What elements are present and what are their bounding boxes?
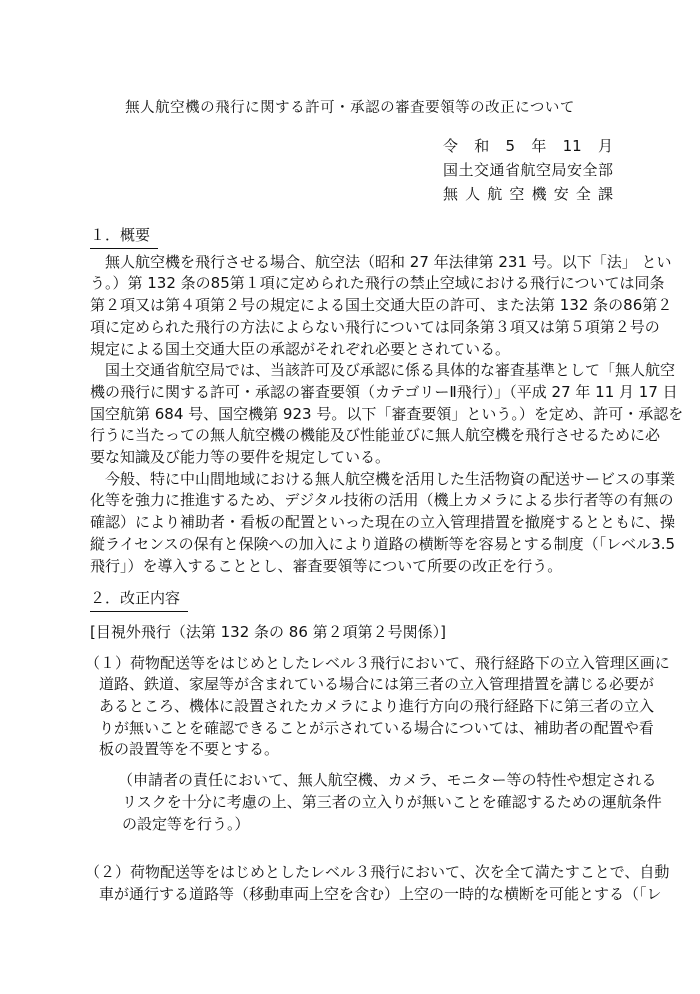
text-line: （１）荷物配送等をはじめとしたレベル３飛行において、飛行経路下の立入管理区画に bbox=[85, 653, 670, 672]
text-line: 国空航第 684 号、国空機第 923 号。以下「審査要領」という。）を定め、許可・承認を bbox=[90, 404, 684, 423]
document-header-right bbox=[443, 134, 613, 206]
text-line: りが無いことを確認できることが示されている場合については、補助者の配置や看 bbox=[99, 718, 654, 737]
section1-heading: １．概要 bbox=[90, 225, 614, 249]
text-line: 化等を強力に推進するため、デジタル技術の活用（機上カメラによる歩行者等の有無の bbox=[90, 491, 674, 510]
text-line: 車が通行する道路等（移動車両上空を含む）上空の一時的な横断を可能とする（「レ bbox=[99, 884, 662, 903]
text-line: 縦ライセンスの保有と保険への加入により道路の横断等を容易とする制度（「レベル3.5 bbox=[90, 534, 676, 553]
document-body bbox=[85, 225, 684, 906]
section1-paragraph3 bbox=[90, 469, 676, 578]
text-line: の設定等を行う。） bbox=[122, 814, 250, 833]
text-line: （２）荷物配送等をはじめとしたレベル３飛行において、次を全て満たすことで、自動 bbox=[85, 863, 670, 882]
section1-paragraph2 bbox=[90, 360, 684, 469]
section2-scope-note: [目視外飛行（法第 132 条の 86 第２項第２号関係）] bbox=[90, 622, 446, 641]
section2-item1 bbox=[85, 653, 670, 762]
text-line: 第２項又は第４項第２号の規定による国土交通大臣の許可、また法第 132 条の86第２ bbox=[90, 296, 673, 315]
text-line: （申請者の責任において、無人航空機、カメラ、モニター等の特性や想定される bbox=[118, 771, 657, 790]
section2-heading: ２．改正内容 bbox=[90, 588, 614, 612]
text-line: 飛行」）を導入することとし、審査要領等について所要の改正を行う。 bbox=[90, 556, 563, 575]
text-line: 項に定められた飛行の方法によらない飛行については同条第３項又は第５項第２号の bbox=[90, 317, 660, 336]
text-line: リスクを十分に考慮の上、第三者の立入りが無いことを確認するための運航条件 bbox=[122, 792, 662, 811]
text-line: う。）第 132 条の85第１項に定められた飛行の禁止空域における飛行については同条 bbox=[90, 274, 665, 293]
date-line: 令和5年11月 bbox=[443, 137, 613, 155]
text-line: 板の設置等を不要とする。 bbox=[99, 740, 280, 759]
text-line: あるところ、機体に設置されたカメラにより進行方向の飛行経路下に第三者の立入 bbox=[99, 697, 655, 716]
section2-item1-note bbox=[90, 770, 662, 835]
text-line: 確認）により補助者・看板の配置といった現在の立入管理措置を撤廃するとともに、操 bbox=[90, 513, 676, 532]
text-line: 行うに当たっての無人航空機の機能及び性能並びに無人航空機を飛行させるために必 bbox=[90, 426, 661, 445]
org-line-bureau: 国土交通省航空局安全部 bbox=[443, 161, 613, 179]
text-line: 機の飛行に関する許可・承認の審査要領（カテゴリーⅡ飛行）」（平成 27 年 11 月 17 日 bbox=[90, 382, 678, 401]
section2-item2 bbox=[85, 862, 670, 905]
document-title: 無人航空機の飛行に関する許可・承認の審査要領等の改正について bbox=[125, 100, 575, 116]
text-line: 無人航空機を飛行させる場合、航空法（昭和 27 年法律第 231 号。以下「法」 とい bbox=[105, 252, 672, 271]
text-line: 今般、特に中山間地域における無人航空機を活用した生活物資の配送サービスの事業 bbox=[105, 469, 676, 488]
text-line: 道路、鉄道、家屋等が含まれている場合には第三者の立入管理措置を講じる必要が bbox=[99, 675, 655, 694]
section1-paragraph1 bbox=[90, 252, 673, 361]
text-line: 規定による国土交通大臣の承認がそれぞれ必要とされている。 bbox=[90, 339, 511, 358]
text-line: 要な知識及び能力等の要件を規定している。 bbox=[90, 448, 391, 467]
org-line-division: 無人航空機安全課 bbox=[443, 185, 613, 203]
text-line: 国土交通省航空局では、当該許可及び承認に係る具体的な審査基準として「無人航空 bbox=[105, 361, 676, 380]
